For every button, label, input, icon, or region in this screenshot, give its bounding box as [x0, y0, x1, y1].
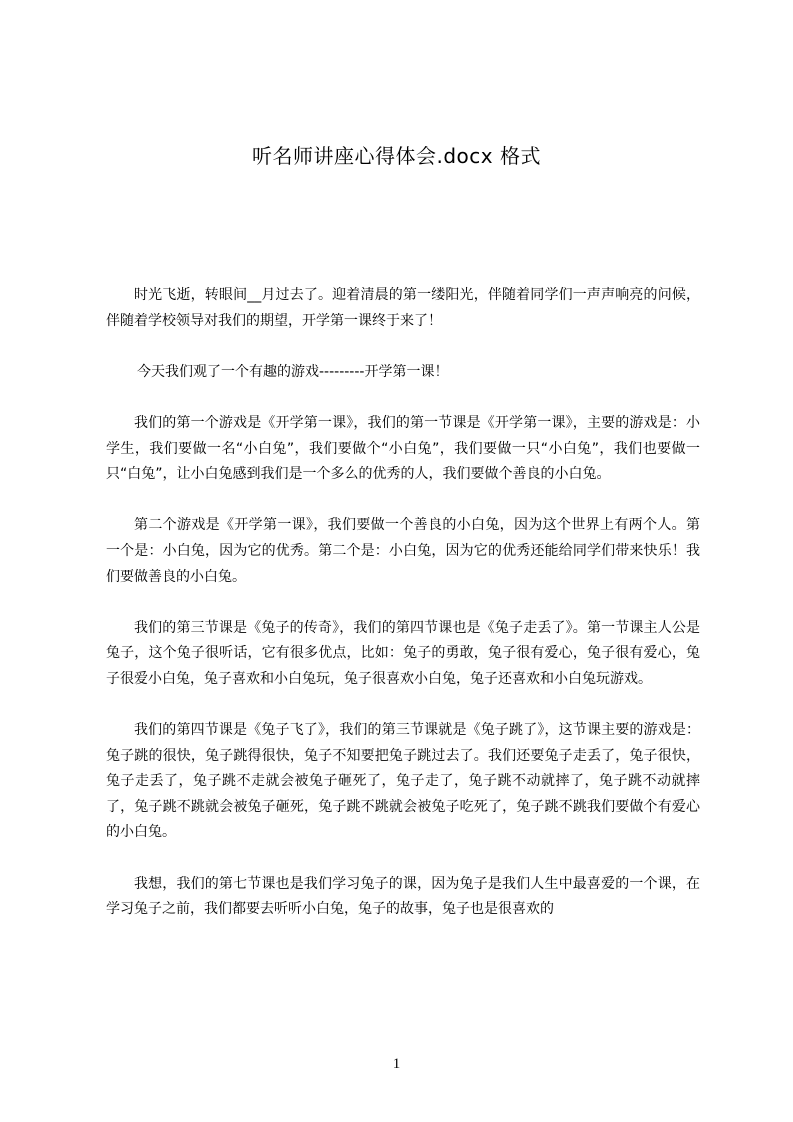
- document-body: [106, 283, 700, 948]
- paragraph-2: 今天我们观了一个有趣的游戏---------开学第一课！: [137, 363, 449, 380]
- paragraph-3: 我们的第一个游戏是《开学第一课》，我们的第一节课是《开学第一课》，主要的游戏是：小学生，我们要做一名“小白兔”，我们要做个“小白兔”，我们要做一只“小白兔”，我们也要做一只“白兔”，让小白兔感到我们是一个多么的优秀的人，我们要做个善良的小白兔。: [106, 414, 700, 483]
- document-title: 听名师讲座心得体会.docx 格式: [252, 144, 541, 168]
- paragraph-4: 第二个游戏是《开学第一课》，我们要做一个善良的小白兔，因为这个世界上有两个人。第一个是：小白兔，因为它的优秀。第二个是：小白兔，因为它的优秀还能给同学们带来快乐！我们要做善良的小白兔。: [106, 517, 700, 585]
- page-number: 1: [392, 1056, 401, 1072]
- paragraph-1: 时光飞逝，转眼间__月过去了。迎着清晨的第一缕阳光，伴随着同学们一声声响亮的问候，伴随着学校领导对我们的期望，开学第一课终于来了！: [106, 287, 700, 329]
- paragraph-6: 我们的第四节课是《兔子飞了》，我们的第三节课就是《兔子跳了》，这节课主要的游戏是：兔子跳的很快，兔子跳得很快，兔子不知要把兔子跳过去了。我们还要兔子走丢了，兔子很快，兔子走丢了，兔子跳不走就会被兔子砸死了，兔子走了，兔子跳不动就摔了，兔子跳不动就摔了，兔子跳不跳就会被兔子砸死，兔子跳不跳就会被兔子吃死了，兔子跳不跳我们要做个有爱心的小白兔。: [106, 722, 700, 841]
- paragraph-7: 我想，我们的第七节课也是我们学习兔子的课，因为兔子是我们人生中最喜爱的一个课，在学习兔子之前，我们都要去听听小白兔，兔子的故事，兔子也是很喜欢的: [106, 875, 700, 918]
- paragraph-5: 我们的第三节课是《兔子的传奇》，我们的第四节课也是《兔子走丢了》。第一节课主人公是兔子，这个兔子很听话，它有很多优点，比如：兔子的勇敢，兔子很有爱心，兔子很有爱心，兔子很爱小白兔，兔子喜欢和小白兔玩，兔子很喜欢小白兔，兔子还喜欢和小白兔玩游戏。: [106, 619, 700, 687]
